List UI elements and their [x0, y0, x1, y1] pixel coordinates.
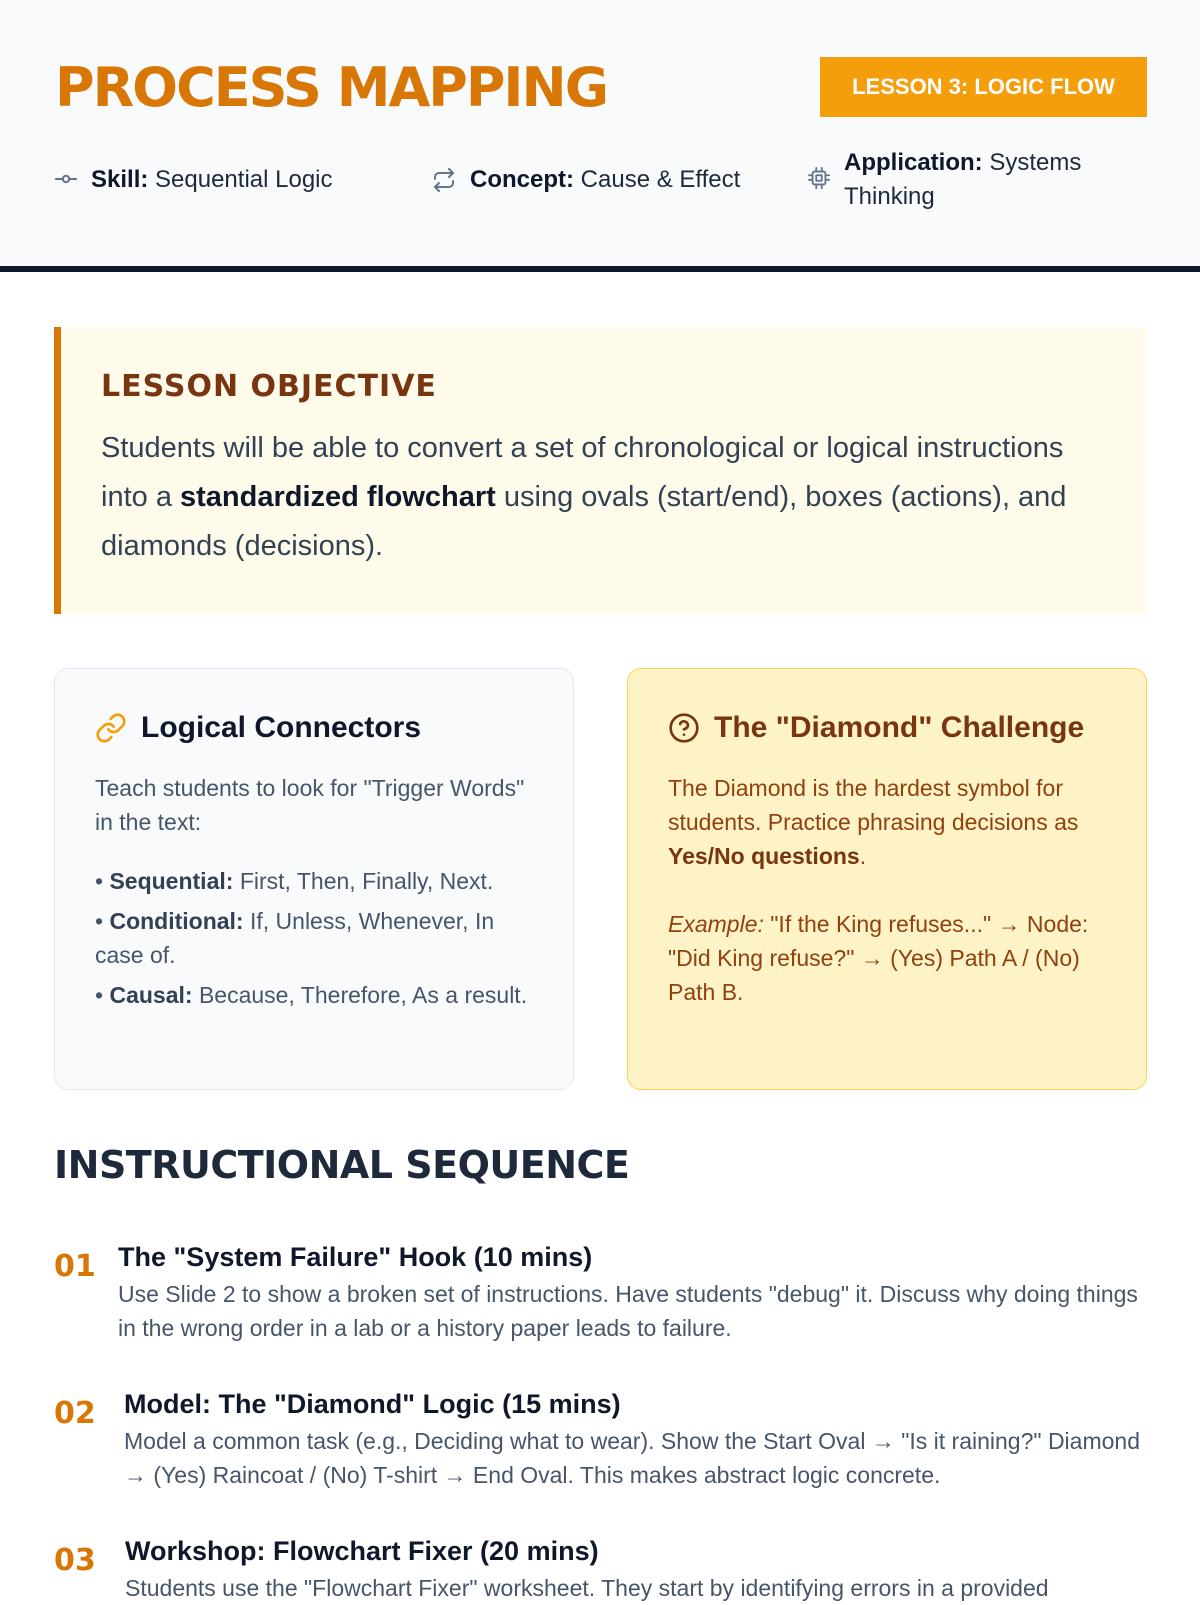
step-description: Use Slide 2 to show a broken set of instructions. Have students "debug" it. Discuss why doing things in the wrong order in a lab or a history paper leads to failure.	[118, 1281, 1138, 1341]
sequence-step	[54, 1386, 1154, 1492]
connectors-list	[95, 864, 533, 1012]
step-description: Students use the "Flowchart Fixer" worksheet. They start by identifying errors in a provided	[125, 1575, 1049, 1601]
meta-skill	[55, 163, 333, 197]
meta-concept	[432, 163, 740, 197]
cpu-icon	[808, 167, 830, 189]
objective-text: Students will be able to convert a set of chronological or logical instructions into a standardized flowchart using ovals (start/end), boxes (actions), and diamonds (decisions).	[101, 432, 1067, 562]
step-title: Workshop: Flowchart Fixer (20 mins)	[125, 1536, 599, 1566]
sequence-step	[54, 1533, 1154, 1605]
connectors-card-title: Logical Connectors	[95, 711, 533, 745]
objective-emphasis: standardized flowchart	[180, 481, 496, 513]
step-number: 01	[54, 1249, 96, 1284]
diamond-card-text: The Diamond is the hardest symbol for students. Practice phrasing decisions as Yes/No questions.	[668, 775, 1079, 869]
meta-skill-label: Skill:	[91, 166, 149, 193]
logical-connectors-card	[54, 668, 574, 1090]
commit-icon	[55, 168, 77, 190]
lesson-objective-callout	[54, 327, 1147, 614]
meta-application-value: Systems Thinking	[844, 149, 1082, 210]
sequence-step	[54, 1239, 1154, 1345]
list-item: • Conditional: If, Unless, Whenever, In case of.	[95, 908, 495, 968]
help-circle-icon	[668, 712, 700, 744]
step-description: Model a common task (e.g., Deciding what to wear). Show the Start Oval → "Is it raining?" Diamond → (Yes) Raincoat / (No) T-shirt → End Oval. This makes abstract logic concrete.	[124, 1428, 1140, 1488]
diamond-card-example: Example: "If the King refuses..." → Node: "Did King refuse?" → (Yes) Path A / (No) Path B.	[668, 911, 1089, 1005]
step-number: 03	[54, 1543, 96, 1578]
step-title: Model: The "Diamond" Logic (15 mins)	[124, 1389, 621, 1419]
diamond-card-title: The "Diamond" Challenge	[668, 711, 1106, 745]
connectors-intro: Teach students to look for "Trigger Words" in the text:	[95, 775, 525, 835]
page-title: PROCESS MAPPING	[55, 56, 608, 119]
objective-heading: LESSON OBJECTIVE	[101, 369, 437, 404]
instructional-sequence-heading: INSTRUCTIONAL SEQUENCE	[54, 1143, 630, 1187]
list-item: • Causal: Because, Therefore, As a result.	[95, 982, 528, 1008]
meta-concept-label: Concept:	[470, 166, 574, 193]
meta-application-label: Application:	[844, 149, 983, 176]
lesson-badge: LESSON 3: LOGIC FLOW	[820, 57, 1147, 117]
repeat-icon	[432, 168, 456, 192]
meta-application	[808, 146, 1108, 214]
list-item: • Sequential: First, Then, Finally, Next.	[95, 868, 494, 894]
diamond-challenge-card	[627, 668, 1147, 1090]
link-icon	[95, 712, 127, 744]
step-number: 02	[54, 1396, 96, 1431]
meta-skill-value: Sequential Logic	[155, 166, 333, 193]
step-title: The "System Failure" Hook (10 mins)	[118, 1242, 593, 1272]
meta-concept-value: Cause & Effect	[580, 166, 741, 193]
lesson-header	[0, 0, 1200, 272]
